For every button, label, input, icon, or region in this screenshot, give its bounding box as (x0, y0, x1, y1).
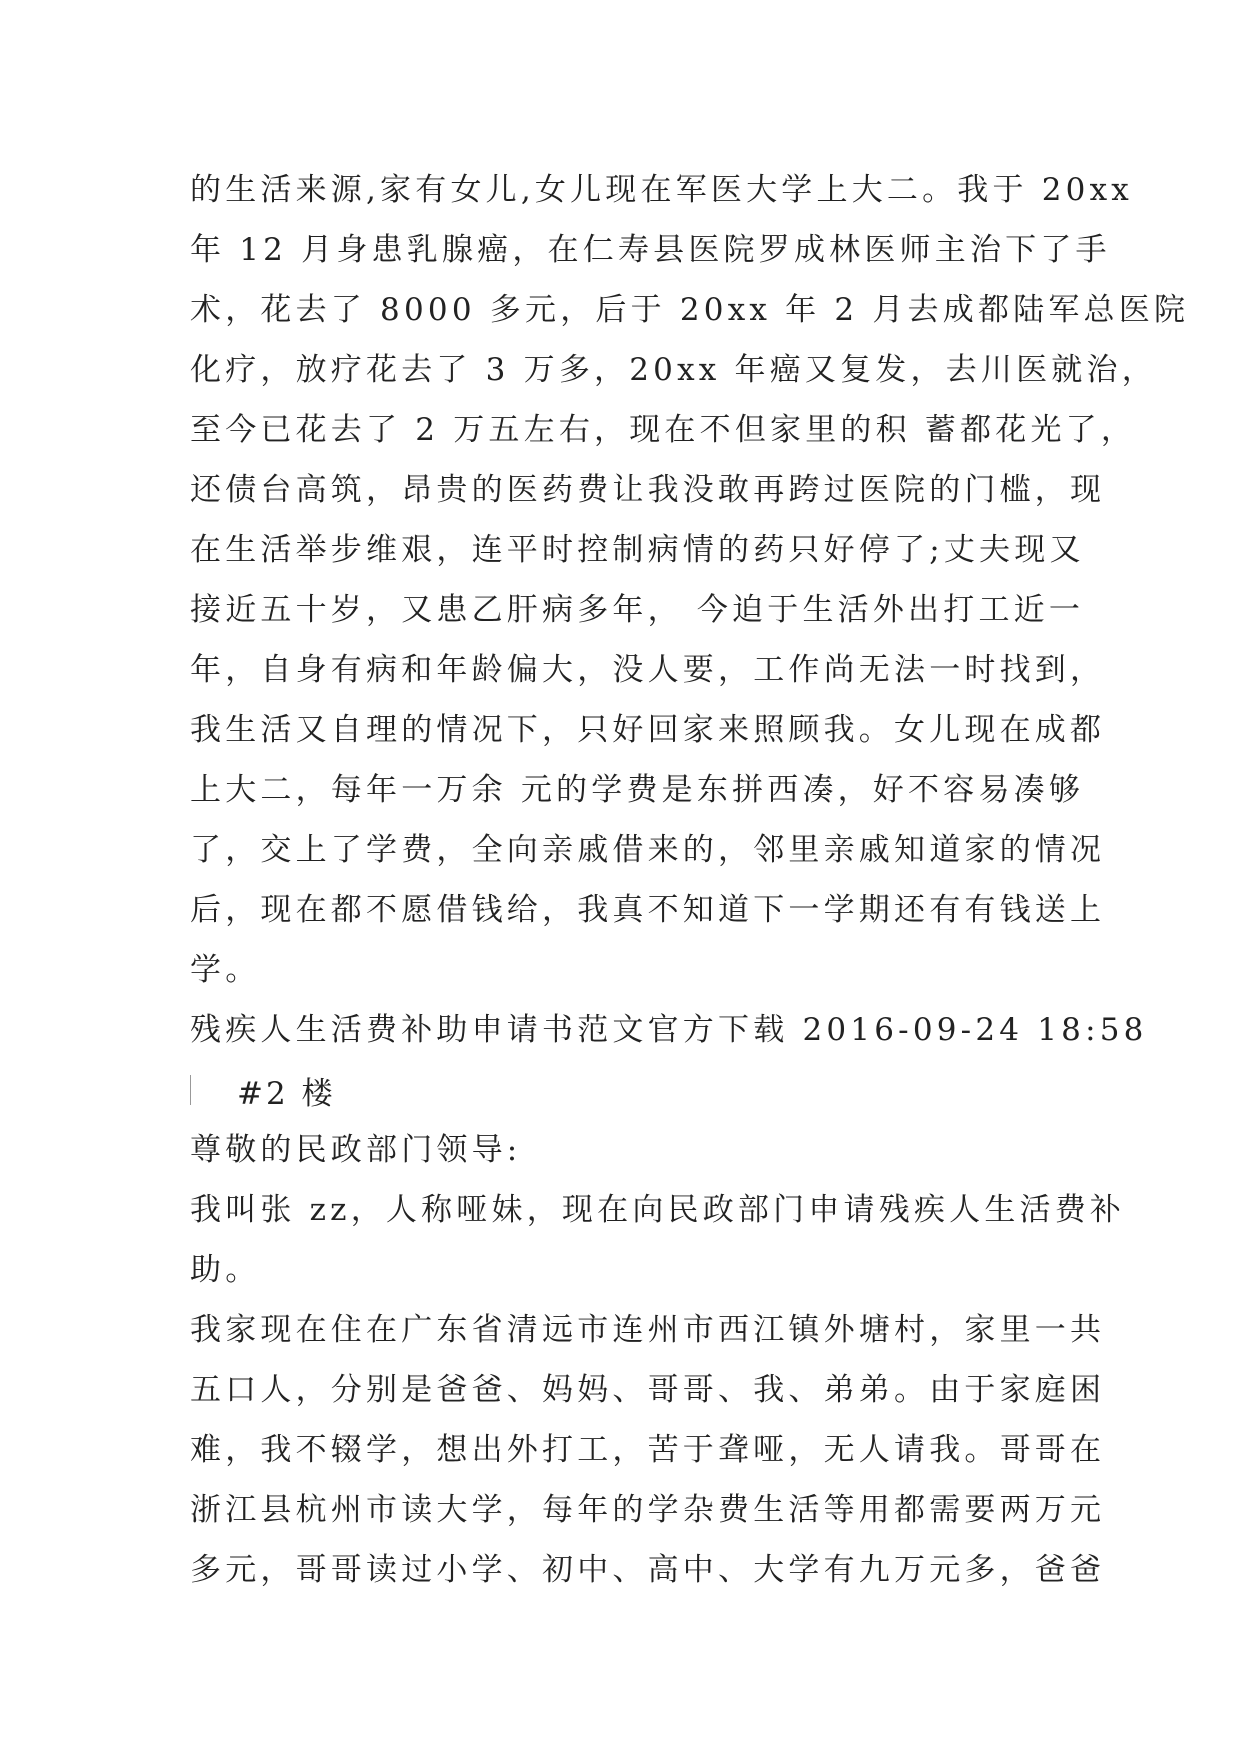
salutation-line: 尊敬的民政部门领导: (190, 1132, 522, 1168)
floor-label: #2 楼 (237, 1075, 336, 1112)
text-line: 的生活来源,家有女儿,女儿现在军医大学上大二。我于 20xx (190, 172, 1133, 208)
text-line: 多元，哥哥读过小学、初中、高中、大学有九万元多，爸爸 (190, 1552, 1106, 1588)
text-line: 五口人，分别是爸爸、妈妈、哥哥、我、弟弟。由于家庭困 (190, 1372, 1106, 1408)
text-line: 了，交上了学费，全向亲戚借来的，邻里亲戚知道家的情况 (190, 832, 1106, 868)
text-line: 难，我不辍学，想出外打工，苦于聋哑，无人请我。哥哥在 (190, 1432, 1106, 1468)
divider-bar (190, 1075, 191, 1105)
floor-marker (190, 1060, 336, 1120)
text-line: 学。 (190, 952, 261, 988)
text-line: 年 12 月身患乳腺癌，在仁寿县医院罗成林医师主治下了手 (190, 232, 1111, 268)
text-line: 化疗，放疗花去了 3 万多，20xx 年癌又复发，去川医就治， (190, 352, 1157, 388)
text-line: 我家现在住在广东省清远市连州市西江镇外塘村，家里一共 (190, 1312, 1106, 1348)
post-title-line: 残疾人生活费补助申请书范文官方下载 2016-09-24 18:58 (190, 1012, 1148, 1048)
text-line: 还债台高筑，昂贵的医药费让我没敢再跨过医院的门槛，现 (190, 472, 1106, 508)
text-line: 助。 (190, 1252, 261, 1288)
text-line: 我叫张 zz，人称哑妹，现在向民政部门申请残疾人生活费补 (190, 1192, 1126, 1228)
text-line: 浙江县杭州市读大学，每年的学杂费生活等用都需要两万元 (190, 1492, 1106, 1528)
text-line: 在生活举步维艰，连平时控制病情的药只好停了;丈夫现又 (190, 532, 1085, 568)
text-line: 术，花去了 8000 多元，后于 20xx 年 2 月去成都陆军总医院 (190, 292, 1190, 328)
text-line: 至今已花去了 2 万五左右，现在不但家里的积 蓄都花光了， (190, 412, 1137, 448)
text-line: 我生活又自理的情况下，只好回家来照顾我。女儿现在成都 (190, 712, 1106, 748)
text-line: 上大二，每年一万余 元的学费是东拼西凑，好不容易凑够 (190, 772, 1085, 808)
text-line: 后，现在都不愿借钱给，我真不知道下一学期还有有钱送上 (190, 892, 1106, 928)
text-line: 接近五十岁，又患乙肝病多年， 今迫于生活外出打工近一 (190, 592, 1085, 628)
text-line: 年，自身有病和年龄偏大，没人要，工作尚无法一时找到， (190, 652, 1106, 688)
